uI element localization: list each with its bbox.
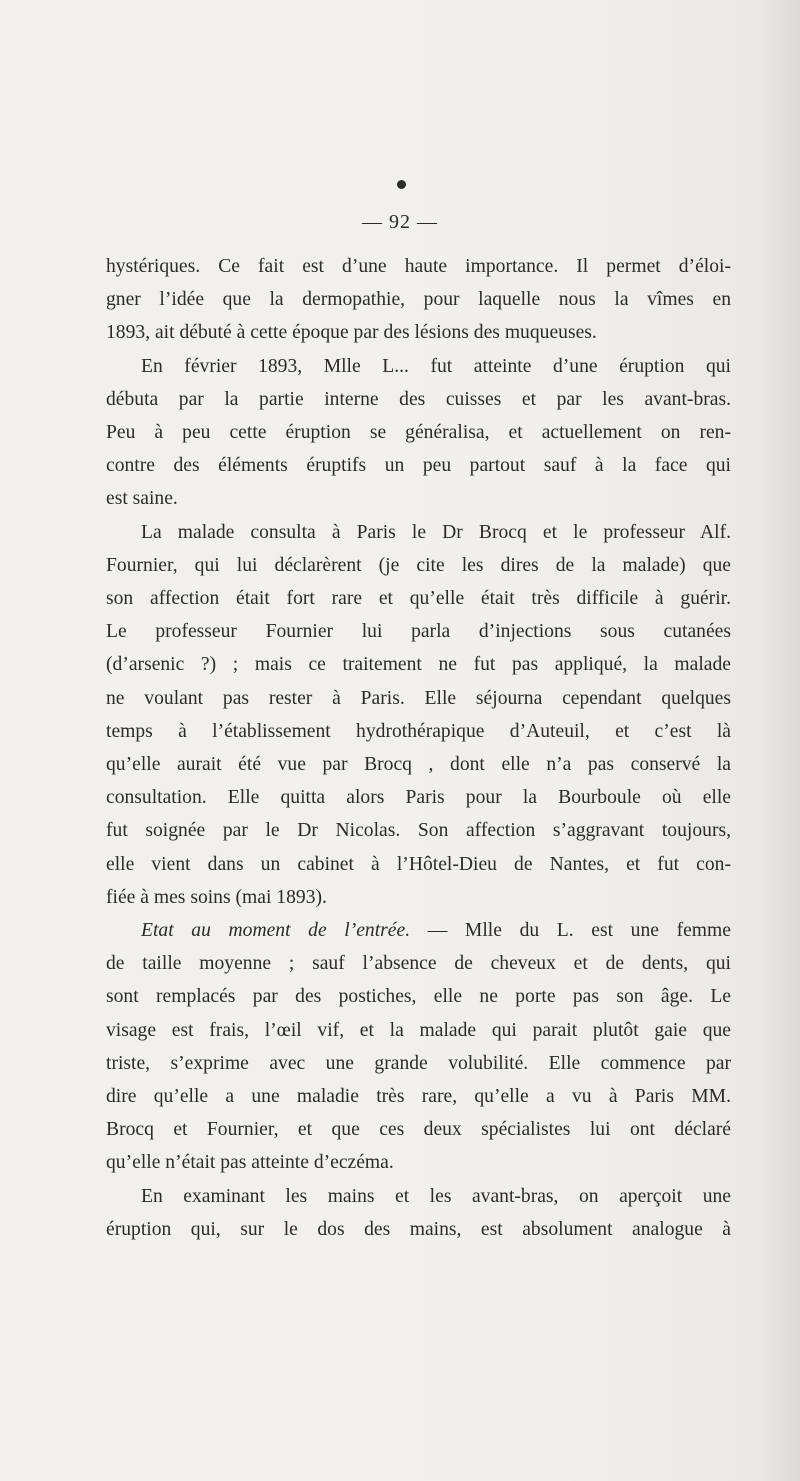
section-line-text: — Mlle du L. est une femme [427,920,731,942]
text-line: ne voulant pas rester à Paris. Elle séjourna cependant quelques [106,687,731,709]
text-line: (d’arsenic ?) ; mais ce traitement ne fut pas appliqué, la malade [106,654,731,676]
text-line: temps à l’établissement hydrothérapique d’Auteuil, et c’est là [106,720,731,742]
text-line: dire qu’elle a une maladie très rare, qu’elle a vu à Paris MM. [106,1086,731,1108]
text-line: La malade consulta à Paris le Dr Brocq et le professeur Alf. [141,521,731,543]
text-line: hystériques. Ce fait est d’une haute importance. Il permet d’éloi- [106,256,731,277]
text-line: consultation. Elle quitta alors Paris pour la Bourboule où elle [106,787,731,809]
text-line: qu’elle n’était pas atteinte d’eczéma. [106,1152,394,1174]
text-line: Le professeur Fournier lui parla d’injections sous cutanées [106,621,731,643]
text-line: elle vient dans un cabinet à l’Hôtel-Dieu de Nantes, et fut con- [106,853,731,875]
text-line: débuta par la partie interne des cuisses et par les avant-bras. [106,388,731,410]
text-line: fiée à mes soins (mai 1893). [106,886,327,908]
page-number: — 92 — [362,211,438,233]
text-line: Peu à peu cette éruption se généralisa, et actuellement on ren- [106,422,731,444]
text-line: En examinant les mains et les avant-bras, on aperçoit une [141,1185,731,1207]
text-line: sont remplacés par des postiches, elle ne porte pas son âge. Le [106,986,731,1008]
text-line: fut soignée par le Dr Nicolas. Son affection s’aggravant toujours, [106,820,731,842]
text-line: triste, s’exprime avec une grande volubilité. Elle commence par [106,1052,731,1074]
text-line: Fournier, qui lui déclarèrent (je cite les dires de la malade) que [106,554,731,576]
ink-dot [397,180,406,189]
text-line: qu’elle aurait été vue par Brocq , dont elle n’a pas conservé la [106,754,731,776]
text-line: 1893, ait débuté à cette époque par des lésions des muqueuses. [106,322,597,344]
section-line [106,914,731,947]
text-line: Brocq et Fournier, et que ces deux spécialistes lui ont déclaré [106,1119,731,1141]
section-title: Etat au moment de l’entrée. [141,920,411,942]
text-line: contre des éléments éruptifs un peu partout sauf à la face qui [106,455,731,477]
text-line: éruption qui, sur le dos des mains, est absolument analogue à [106,1218,731,1240]
text-line: visage est frais, l’œil vif, et la malade qui parait plutôt gaie que [106,1019,731,1041]
text-line: son affection était fort rare et qu’elle était très difficile à guérir. [106,588,731,610]
text-line: gner l’idée que la dermopathie, pour laquelle nous la vîmes en [106,289,731,311]
body-text [106,250,731,1246]
text-line: En février 1893, Mlle L... fut atteinte d’une éruption qui [141,355,731,377]
text-line: est saine. [106,488,178,510]
text-line: de taille moyenne ; sauf l’absence de cheveux et de dents, qui [106,953,731,975]
